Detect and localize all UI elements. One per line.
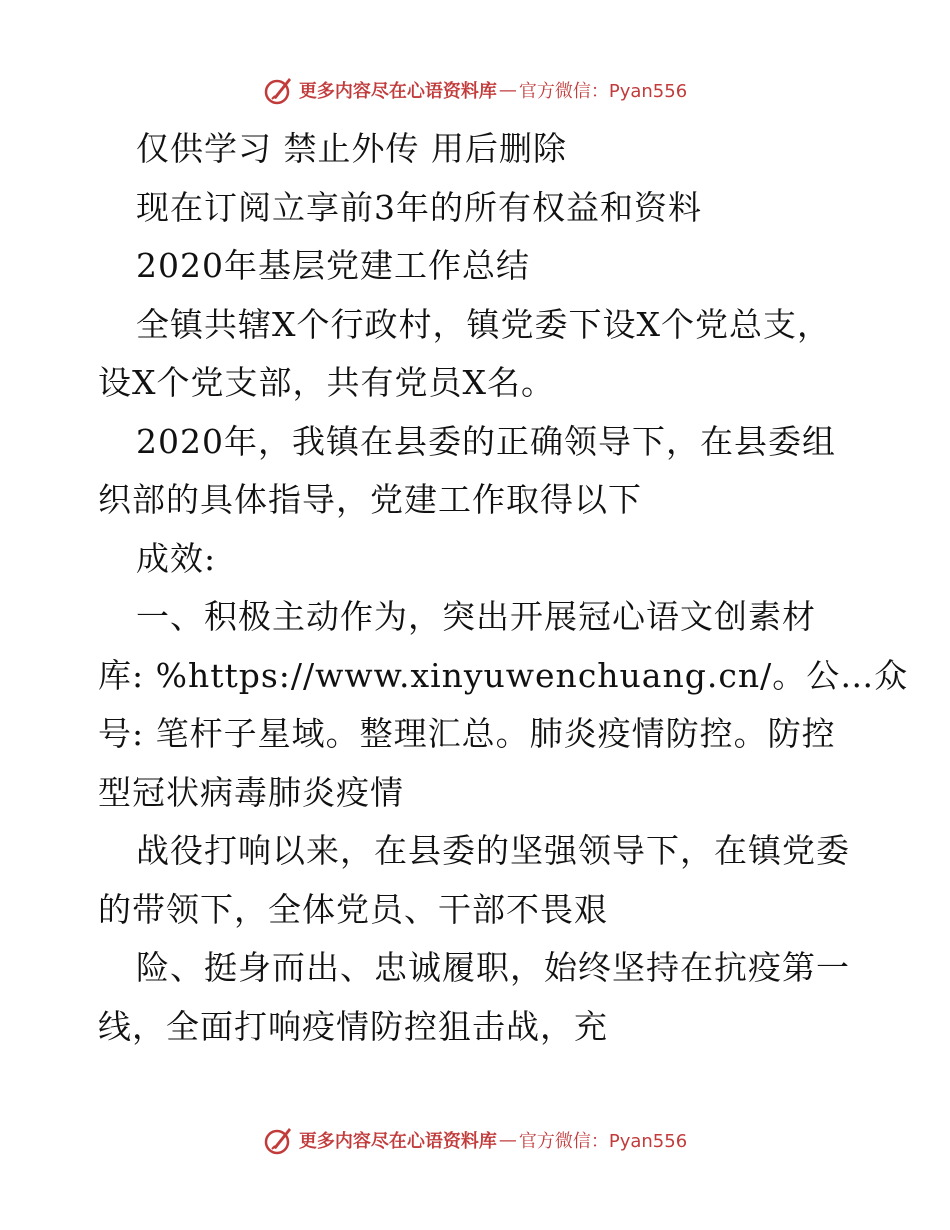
body-line: 2020年，我镇在县委的正确领导下，在县委组 [136, 421, 836, 461]
footer-banner-text: 更多内容尽在心语资料库 [298, 1131, 497, 1152]
header-banner-text: 更多内容尽在心语资料库 [298, 81, 497, 102]
body-line: 织部的具体指导，党建工作取得以下 [98, 480, 642, 519]
body-line: 库: %https://www.xinyuwenchuang.cn/。公…众 [98, 655, 909, 695]
body-line: 战役打响以来，在县委的坚强领导下，在镇党委 [136, 831, 850, 870]
footer-banner [0, 1120, 950, 1160]
header-banner-wechat: 官方微信：Pyan556 [518, 81, 688, 102]
document-title: 2020年基层党建工作总结 [136, 246, 530, 285]
footer-banner-dash: — [498, 1129, 517, 1151]
header-banner [0, 70, 950, 110]
quill-logo-icon [263, 74, 295, 106]
body-line: 设X个党支部，共有党员X名。 [98, 363, 555, 402]
body-line: 线，全面打响疫情防控狙击战，充 [98, 1006, 608, 1046]
body-line: 仅供学习 禁止外传 用后删除 [136, 129, 567, 168]
document-body [98, 120, 909, 1056]
body-line: 成效: [136, 538, 217, 578]
header-banner-dash: — [498, 79, 517, 101]
body-line: 险、挺身而出、忠诚履职，始终坚持在抗疫第一 [136, 948, 850, 987]
body-line: 现在订阅立享前3年的所有权益和资料 [136, 187, 702, 227]
body-line: 号: 笔杆子星域。整理汇总。肺炎疫情防控。防控 [98, 714, 836, 753]
body-line: 的带领下，全体党员、干部不畏艰 [98, 889, 608, 929]
body-line: 型冠状病毒肺炎疫情 [98, 772, 404, 812]
footer-banner-wechat: 官方微信：Pyan556 [518, 1131, 688, 1152]
quill-logo-icon [263, 1124, 295, 1156]
body-line: 全镇共辖X个行政村，镇党委下设X个党总支， [136, 304, 831, 344]
section-heading: 一、积极主动作为，突出开展冠心语文创素材 [136, 597, 816, 636]
